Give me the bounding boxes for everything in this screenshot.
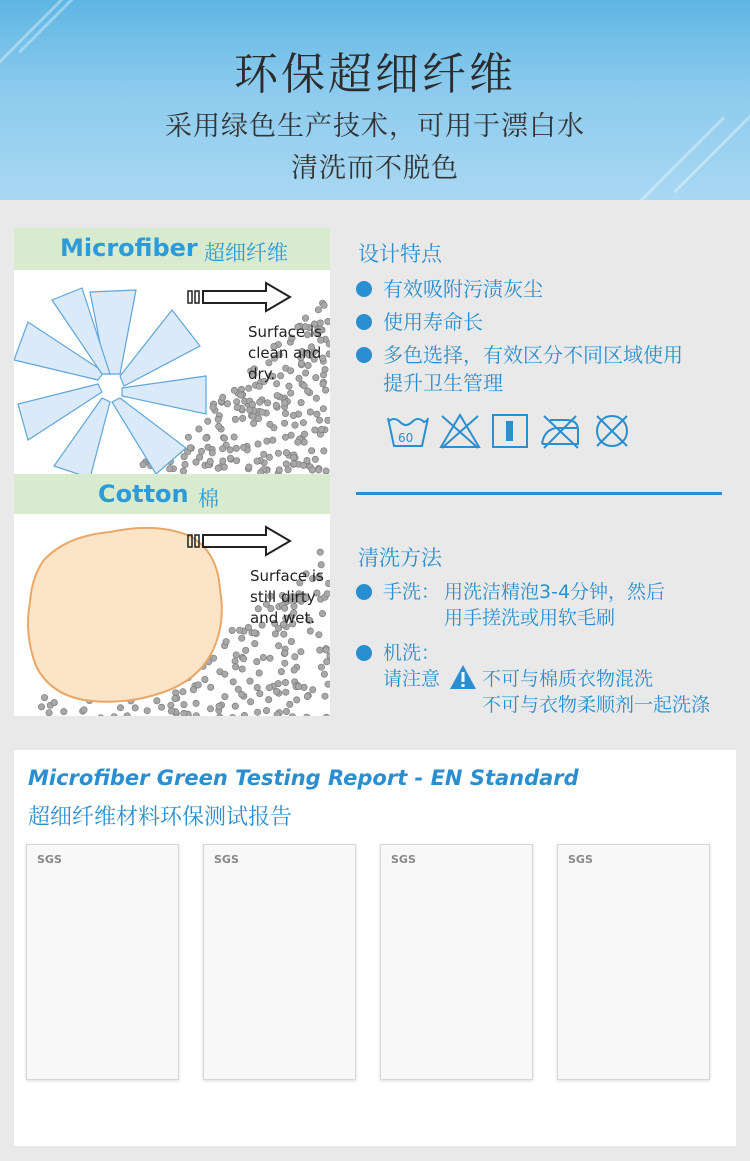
dirt-particle [215,416,221,422]
washing-heading: 清洗方法 [358,546,442,570]
dirt-particle [229,627,235,633]
dirt-particle [240,444,246,450]
dirt-particle [278,668,284,674]
no-iron-icon [538,412,582,454]
dirt-particle [193,713,199,717]
dirt-particle [321,302,327,308]
subtitle-line-2: 清洗而不脱色 [291,153,459,184]
dirt-particle [295,439,301,445]
dirt-particle [283,449,289,455]
dirt-particle [117,705,123,711]
dirt-particle [325,580,330,586]
bullet-dot [356,314,372,330]
microfiber-arrow-icon [186,280,294,318]
dirt-particle [316,417,322,423]
dirt-particle [220,394,226,400]
microfiber-band [14,228,330,270]
dirt-particle [288,638,294,644]
dirt-particle [154,698,160,704]
dirt-particle [207,706,213,712]
dirt-particle [289,714,295,717]
dirt-particle [124,713,130,716]
dirt-particle [282,679,288,685]
dirt-particle [273,688,279,694]
dirt-particle [318,664,324,670]
dirt-particle [203,435,209,441]
cotton-caption: Surface is still dirty and wet. [250,567,324,627]
section-divider [356,492,722,495]
dirt-particle [256,670,262,676]
dirt-particle [251,630,257,636]
dirt-particle [205,418,211,424]
report-document [557,844,710,1080]
dirt-particle [221,464,227,470]
dirt-particle [312,456,318,462]
dirt-particle [223,638,229,644]
report-document [380,844,533,1080]
dirt-particle [239,691,245,697]
dirt-particle [239,635,245,641]
dirt-particle [210,404,216,410]
dirt-particle [324,591,330,597]
dirt-particle [275,643,281,649]
dirt-particle [257,690,263,696]
dirt-particle [140,461,146,467]
dirt-particle [132,705,138,711]
dirt-particle [314,411,320,417]
dirt-particle [308,448,314,454]
dirt-particle [246,385,252,391]
dirt-particle [267,421,273,427]
dirt-particle [182,461,188,467]
svg-text:60: 60 [398,431,414,445]
dirt-particle [266,696,272,702]
hand-wash-line-2: 用手搓洗或用软毛刷 [444,607,616,629]
no-dry-clean-icon [592,412,632,454]
dirt-particle [275,450,281,456]
report-title-en: Microfiber Green Testing Report - EN Standard [28,766,579,790]
sgs-logo: SGS [568,853,593,866]
dirt-particle [300,420,306,426]
dirt-particle [254,458,260,464]
dirt-particle [180,689,186,695]
dirt-particle [313,395,319,401]
dirt-particle [234,399,240,405]
dirt-particle [239,415,245,421]
machine-wash-warning-2: 不可与衣物柔顺剂一起洗涤 [482,694,711,716]
dirt-particle [222,693,228,699]
fiber-comparison-panel [14,228,330,716]
dirt-particle [291,461,297,467]
dirt-particle [208,684,214,690]
dirt-particle [98,715,104,716]
page-title: 环保超细纤维 [234,49,516,100]
dirt-particle [195,682,201,688]
dirt-particle [233,652,239,658]
dirt-particle [216,703,222,709]
dirt-particle [216,423,222,429]
dirt-particle [309,467,315,473]
dirt-particle [287,701,293,707]
dirt-particle [167,466,173,472]
dirt-particle [301,431,307,437]
dirt-particle [322,366,328,372]
microfiber-label-en: Microfiber [60,234,198,262]
dirt-particle [81,707,87,713]
dirt-particle [274,392,280,398]
tumble-dry-icon [490,412,530,454]
dirt-particle [247,699,253,705]
dirt-particle [326,351,330,357]
dirt-particle [312,427,318,433]
bullet-dot [356,281,372,297]
dirt-particle [310,687,316,693]
dirt-particle [233,445,239,451]
dirt-particle [300,462,306,468]
dirt-particle [111,714,117,717]
wash-60-icon [386,412,430,454]
dirt-particle [51,699,57,705]
bullet-dot [356,347,372,363]
dirt-particle [267,655,273,661]
subtitle-line-1: 采用绿色生产技术，可用于漂白水 [165,111,585,142]
report-document [26,844,179,1080]
dirt-particle [243,647,249,653]
dirt-particle [325,318,330,324]
sgs-logo: SGS [391,853,416,866]
dirt-particle [276,467,282,473]
sgs-logo: SGS [214,853,239,866]
dirt-particle [282,650,288,656]
dirt-particle [198,448,204,454]
dirt-particle [207,458,213,464]
dirt-particle [321,671,327,677]
dirt-particle [254,709,260,715]
dirt-particle [317,549,323,555]
cotton-label-en: Cotton [98,480,189,508]
warning-icon [449,664,477,694]
dirt-particle [236,627,242,633]
microfiber-caption: Surface is clean and dry. [248,323,322,383]
dirt-particle [281,631,287,637]
dirt-particle [298,649,304,655]
feature-item-3: 多色选择，有效区分不同区域使用 [383,343,683,367]
dirt-particle [315,307,321,313]
report-title-cn: 超细纤维材料环保测试报告 [28,805,293,830]
dirt-particle [252,640,258,646]
dirt-particle [304,714,310,716]
dirt-particle [158,704,164,710]
dirt-particle [294,697,300,703]
dirt-particle [46,710,52,716]
dirt-particle [215,465,221,471]
feature-item-2: 使用寿命长 [383,310,483,334]
dirt-particle [249,401,255,407]
feature-item-1: 有效吸附污渍灰尘 [383,277,543,301]
dirt-particle [324,659,330,665]
cotton-band [14,474,330,514]
dirt-particle [322,693,328,699]
dirt-particle [230,679,236,685]
dirt-particle [181,710,187,716]
dirt-particle [232,416,238,422]
dirt-particle [302,315,308,321]
dirt-particle [291,667,297,673]
dirt-particle [274,712,280,716]
dirt-particle [317,647,323,653]
report-document [203,844,356,1080]
dirt-particle [288,390,294,396]
dirt-particle [247,678,253,684]
dirt-particle [238,392,244,398]
dirt-particle [193,700,199,706]
dirt-particle [240,656,246,662]
dirt-particle [190,687,196,693]
dirt-particle [38,704,44,710]
dirt-particle [255,415,261,421]
hand-wash-line-1: 用洗洁精泡3-4分钟，然后 [444,581,666,603]
features-heading: 设计特点 [358,242,442,266]
dirt-particle [219,446,225,452]
dirt-particle [233,458,239,464]
dirt-particle [172,695,178,701]
dirt-particle [296,683,302,689]
dirt-particle [292,422,298,428]
dirt-particle [187,445,193,451]
dirt-particle [185,434,191,440]
dirt-particle [322,387,328,393]
dirt-particle [41,694,47,700]
dirt-particle [282,660,288,666]
dirt-particle [220,458,226,464]
dirt-particle [254,658,260,664]
dirt-particle [320,406,326,412]
dirt-particle [222,671,228,677]
dirt-particle [239,666,245,672]
dirt-particle [202,676,208,682]
dirt-particle [168,708,174,714]
dirt-particle [224,401,230,407]
dirt-particle [307,409,313,415]
feature-item-3-line2: 提升卫生管理 [383,371,503,395]
header-banner [0,0,750,200]
dirt-particle [263,707,269,713]
dirt-particle [327,653,330,659]
dirt-particle [193,459,199,465]
bullet-dot [356,645,372,661]
dirt-particle [304,388,310,394]
dirt-particle [323,647,329,653]
dirt-particle [260,654,266,660]
dirt-particle [290,412,296,418]
dirt-particle [283,708,289,714]
dirt-particle [232,664,238,670]
dirt-particle [318,426,324,432]
dirt-particle [231,387,237,393]
dirt-particle [325,417,330,423]
dirt-particle [323,714,329,716]
dirt-particle [270,437,276,443]
dirt-particle [292,654,298,660]
dirt-particle [246,464,252,470]
machine-wash-note-label: 请注意 [383,668,441,690]
dirt-particle [221,435,227,441]
no-bleach-icon [438,412,482,454]
dirt-particle [264,438,270,444]
dirt-particle [285,467,291,473]
machine-wash-warning-1: 不可与棉质衣物混洗 [482,668,654,690]
dirt-particle [272,631,278,637]
dirt-particle [254,684,260,690]
dirt-particle [227,455,233,461]
dirt-particle [281,420,287,426]
testing-report-section [14,750,736,1146]
cotton-label-cn: 棉 [198,487,219,511]
dirt-particle [315,467,321,473]
dirt-particle [217,714,223,716]
dirt-particle [325,681,330,687]
dirt-particle [259,409,265,415]
dirt-particle [273,402,279,408]
dirt-particle [231,434,237,440]
dirt-particle [321,448,327,454]
dirt-particle [282,400,288,406]
machine-wash-label: 机洗： [383,642,441,664]
dirt-particle [266,685,272,691]
bullet-dot [356,584,372,600]
microfiber-label-cn: 超细纤维 [204,241,288,265]
dirt-particle [282,434,288,440]
dirt-particle [181,701,187,707]
dirt-particle [144,708,150,714]
dirt-particle [250,420,256,426]
dirt-particle [282,410,288,416]
dirt-particle [298,399,304,405]
dirt-particle [257,399,263,405]
dirt-particle [264,400,270,406]
dirt-particle [283,689,289,695]
hand-wash-label: 手洗： [383,581,441,603]
cotton-arrow-icon [186,524,294,562]
dirt-particle [266,454,272,460]
dirt-particle [234,404,240,410]
dirt-particle [232,703,238,709]
dirt-particle [255,441,261,447]
dirt-particle [291,455,297,461]
dirt-particle [261,451,267,457]
dirt-particle [316,632,322,638]
dirt-particle [229,714,235,716]
dirt-particle [209,450,215,456]
sgs-logo: SGS [37,853,62,866]
dirt-particle [61,708,67,714]
dirt-particle [196,426,202,432]
dirt-particle [241,712,247,716]
dirt-particle [304,693,310,699]
